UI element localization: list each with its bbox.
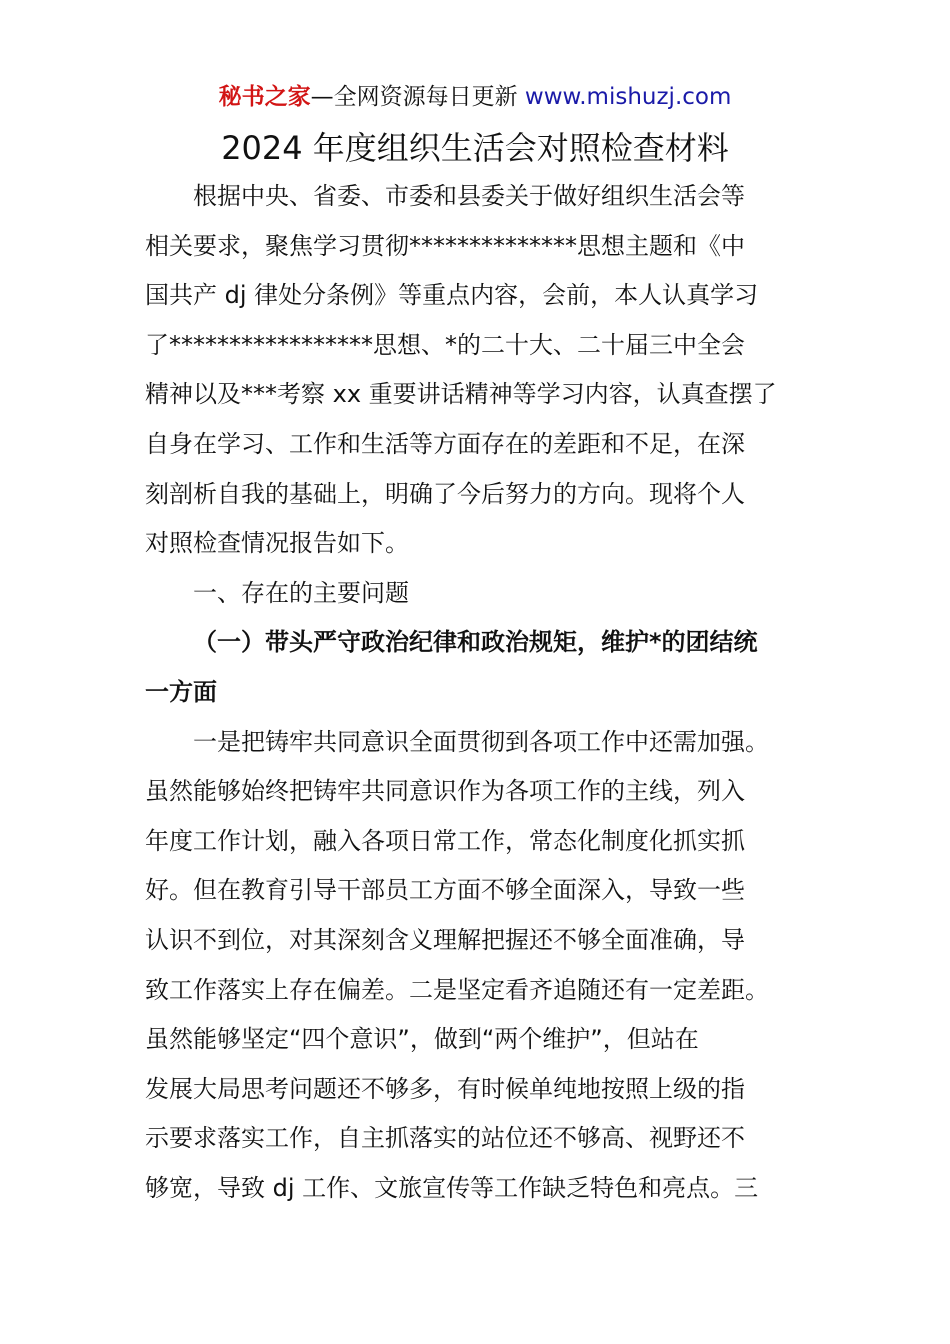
site-header — [0, 80, 950, 114]
body-line: 好。但在教育引导干部员工方面不够全面深入，导致一些 — [145, 876, 745, 905]
body-line: 发展大局思考问题还不够多，有时候单纯地按照上级的指 — [145, 1074, 745, 1103]
subheading-line: （一）带头严守政治纪律和政治规矩，维护*的团结统 — [193, 628, 758, 657]
body-line: 够宽，导致 dj 工作、文旅宣传等工作缺乏特色和亮点。三 — [145, 1173, 759, 1202]
subheading-line: 一方面 — [145, 677, 217, 706]
site-url-link[interactable]: www.mishuzj.com — [524, 84, 732, 110]
intro-line: 相关要求，聚焦学习贯彻**************思想主题和《中 — [145, 231, 745, 260]
intro-line: 了*****************思想、*的二十大、二十届三中全会 — [145, 330, 745, 359]
intro-line: 刻剖析自我的基础上，明确了今后努力的方向。现将个人 — [145, 479, 745, 508]
brand-name: 秘书之家 — [218, 84, 311, 110]
body-paragraph — [145, 718, 805, 1214]
body-line: 致工作落实上存在偏差。二是坚定看齐追随还有一定差距。 — [145, 975, 769, 1004]
body-line: 认识不到位，对其深刻含义理解把握还不够全面准确，导 — [145, 925, 745, 954]
body-line: 年度工作计划，融入各项日常工作，常态化制度化抓实抓 — [145, 826, 745, 855]
intro-line: 根据中央、省委、市委和县委关于做好组织生活会等 — [193, 182, 745, 210]
intro-paragraph — [145, 172, 805, 569]
intro-line: 国共产 dj 律处分条例》等重点内容，会前，本人认真学习 — [145, 281, 759, 310]
body-line: 虽然能够坚定“四个意识”，做到“两个维护”，但站在 — [145, 1025, 699, 1054]
header-tagline: —全网资源每日更新 — [310, 84, 525, 110]
section-heading — [145, 569, 805, 619]
intro-line: 自身在学习、工作和生活等方面存在的差距和不足，在深 — [145, 429, 745, 458]
body-line: 虽然能够始终把铸牢共同意识作为各项工作的主线，列入 — [145, 777, 745, 806]
body-line: 示要求落实工作，自主抓落实的站位还不够高、视野还不 — [145, 1124, 745, 1153]
section-heading-text: 一、存在的主要问题 — [193, 578, 409, 607]
subheading — [145, 618, 805, 717]
body-line: 一是把铸牢共同意识全面贯彻到各项工作中还需加强。 — [193, 727, 769, 756]
intro-line: 对照检查情况报告如下。 — [145, 529, 409, 558]
intro-line: 精神以及***考察 xx 重要讲话精神等学习内容，认真查摆了 — [145, 380, 777, 409]
document-body — [145, 172, 805, 1213]
document-title: 2024 年度组织生活会对照检查材料 — [221, 129, 729, 167]
